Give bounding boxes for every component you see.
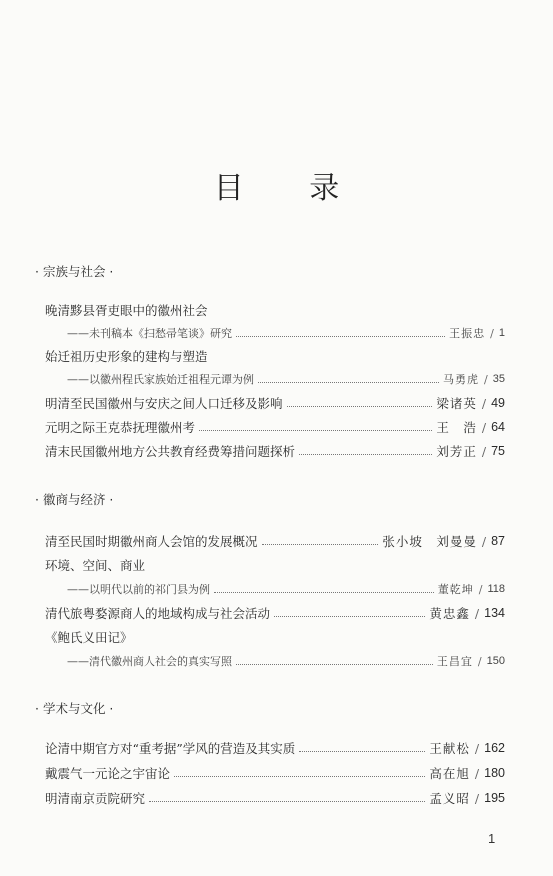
section-heading-merchants-economy: · 徽商与经济 ·: [35, 492, 114, 507]
toc-entry[interactable]: [67, 651, 505, 671]
toc-entry[interactable]: [45, 788, 505, 808]
separator: /: [481, 443, 487, 459]
entry-author: 刘芳正: [436, 444, 477, 459]
entry-title: 《鲍氏义田记》: [45, 630, 133, 645]
entry-title: 清末民国徽州地方公共教育经费筹措问题探析: [45, 444, 296, 459]
entry-title: 论清中期官方对“重考据”学风的营造及其实质: [45, 741, 296, 756]
toc-entry[interactable]: [45, 346, 505, 366]
entry-author: 王献松: [429, 741, 470, 756]
entry-subtitle: ——以明代以前的祁门县为例: [67, 583, 210, 596]
entry-author: 王昌宜: [436, 655, 473, 668]
dot-leader: [174, 776, 425, 777]
entry-page: 162: [484, 741, 505, 755]
section-heading-clan-society: · 宗族与社会 ·: [35, 264, 114, 279]
toc-entry[interactable]: [67, 579, 505, 599]
separator: /: [484, 372, 488, 386]
entry-title: 清代旅粤婺源商人的地域构成与社会活动: [45, 606, 271, 621]
dot-leader: [236, 664, 433, 665]
toc-entry[interactable]: [45, 738, 505, 758]
separator: /: [474, 605, 480, 621]
entry-title: 明清南京贡院研究: [45, 791, 146, 806]
entry-page: 134: [484, 606, 505, 620]
entry-page: 195: [484, 791, 505, 805]
toc-entry[interactable]: [45, 555, 505, 575]
entry-title: 环境、空间、商业: [45, 558, 146, 573]
dot-leader: [299, 751, 425, 752]
entry-page: 49: [491, 396, 505, 410]
separator: /: [477, 654, 482, 668]
dot-leader: [274, 616, 425, 617]
toc-entry[interactable]: [45, 300, 505, 320]
entry-page: 118: [487, 583, 505, 595]
entry-title: 晚清黟县胥吏眼中的徽州社会: [45, 303, 208, 318]
entry-subtitle: ——未刊稿本《扫愁帚笔谈》研究: [67, 327, 232, 340]
page-title: 目 录: [213, 171, 368, 206]
toc-entry[interactable]: [45, 763, 505, 783]
entry-page: 180: [484, 766, 505, 780]
entry-page: 150: [486, 655, 505, 667]
entry-title: 戴震气一元论之宇宙论: [45, 766, 171, 781]
toc-entry[interactable]: [45, 531, 505, 551]
entry-author: 高在旭: [429, 766, 470, 781]
separator: /: [474, 765, 480, 781]
toc-entry[interactable]: [67, 369, 505, 389]
toc-entry[interactable]: [45, 627, 505, 647]
dot-leader: [236, 336, 445, 337]
dot-leader: [287, 406, 433, 407]
toc-entry[interactable]: [45, 393, 505, 413]
dot-leader: [199, 430, 432, 431]
entry-subtitle: ——以徽州程氏家族始迁祖程元谭为例: [67, 373, 254, 386]
dot-leader: [258, 382, 439, 383]
entry-author: 董乾坤: [437, 583, 474, 596]
entry-page: 64: [491, 420, 505, 434]
entry-author: 王 浩: [436, 420, 477, 435]
entry-author: 孟义昭: [429, 791, 470, 806]
toc-entry[interactable]: [67, 323, 505, 343]
toc-entry[interactable]: [45, 441, 505, 461]
separator: /: [481, 395, 487, 411]
dot-leader: [149, 801, 425, 802]
entry-author: 张小坡 刘曼曼: [382, 534, 477, 549]
toc-entry[interactable]: [45, 603, 505, 623]
entry-title: 明清至民国徽州与安庆之间人口迁移及影响: [45, 396, 283, 411]
toc-entry[interactable]: [45, 417, 505, 437]
entry-subtitle: ——清代徽州商人社会的真实写照: [67, 655, 232, 668]
dot-leader: [214, 592, 434, 593]
dot-leader: [299, 454, 432, 455]
entry-author: 黄忠鑫: [429, 606, 470, 621]
entry-author: 王振忠: [449, 327, 486, 340]
entry-title: 清至民国时期徽州商人会馆的发展概况: [45, 534, 258, 549]
entry-page: 35: [492, 373, 505, 385]
page-number: 1: [488, 831, 496, 846]
entry-author: 马勇虎: [443, 373, 480, 386]
entry-page: 1: [498, 327, 505, 339]
entry-title: 元明之际王克恭抚理徽州考: [45, 420, 196, 435]
entry-title: 始迁祖历史形象的建构与塑造: [45, 349, 208, 364]
dot-leader: [262, 544, 379, 545]
entry-author: 梁诸英: [436, 396, 477, 411]
section-heading-scholarship-culture: · 学术与文化 ·: [35, 701, 114, 716]
separator: /: [481, 419, 487, 435]
separator: /: [474, 740, 480, 756]
separator: /: [478, 582, 483, 596]
separator: /: [474, 790, 480, 806]
entry-page: 75: [491, 444, 505, 458]
separator: /: [481, 533, 487, 549]
entry-page: 87: [491, 534, 505, 548]
separator: /: [490, 326, 494, 340]
